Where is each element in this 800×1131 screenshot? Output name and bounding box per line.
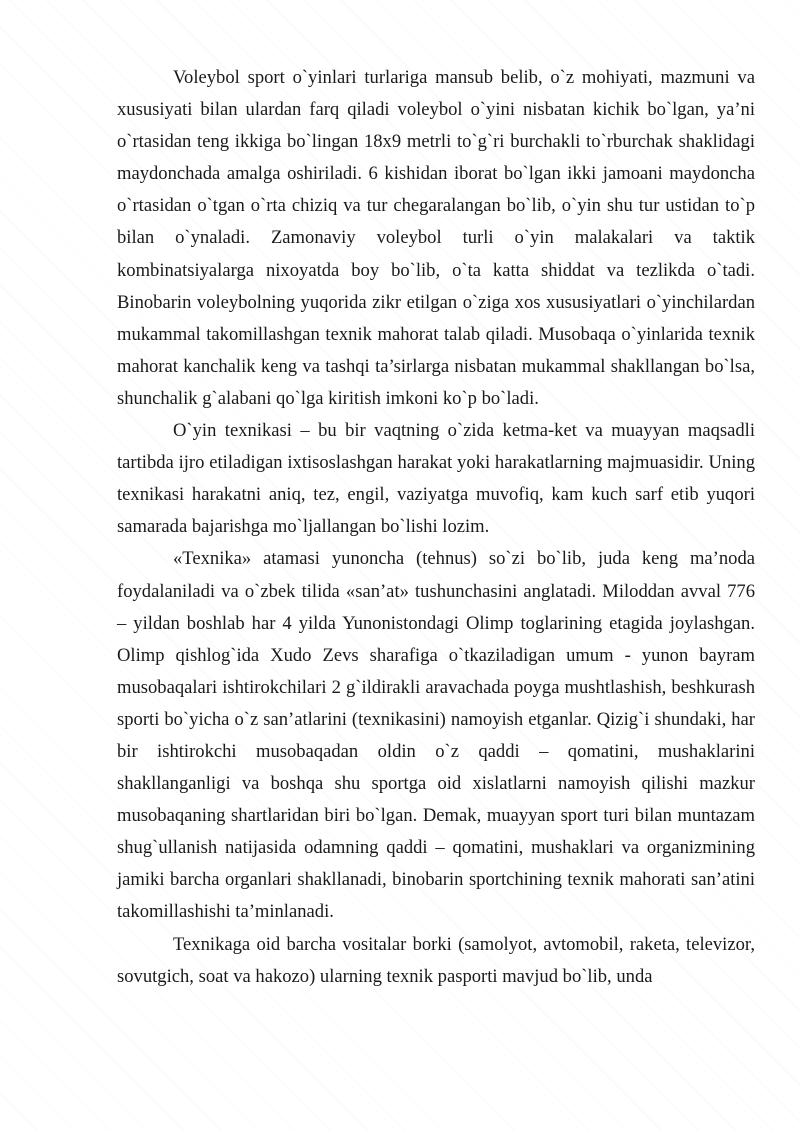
paragraph-technique-etymology: «Texnika» atamasi yunoncha (tehnus) so`zi bo`lib, juda keng ma’noda foydalaniladi va o`zbek tilida «san’at» tushunchasini anglatadi. Miloddan avval 776 – yildan boshlab har 4 yilda Yunonistondagi Olimp toglarining etagida joylashgan. Olimp qishlog`ida Xudo Zevs sharafiga o`tkaziladigan umum - yunon bayram musobaqalari ishtirokchilari 2 g`ildirakli aravachada poyga mushtlashish, beshkurash sporti bo`yicha o`z san’atlarini (texnikasini) namoyish etganlar. Qizig`i shundaki, har bir ishtirokchi musobaqadan oldin o`z qaddi – qomatini, mushaklarini shakllanganligi va boshqa shu sportga oid xislatlarni namoyish qilishi mazkur musobaqaning shartlaridan biri bo`lgan. Demak, muayyan sport turi bilan muntazam shug`ullanish natijasida odamning qaddi – qomatini, mushaklari va organizmining jamiki barcha organlari shakllanadi, binobarin sportchining texnik mahorati san’atini takomillashishi ta’minlanadi.	[117, 548, 755, 923]
paragraph-volleyball-intro: Voleybol sport o`yinlari turlariga mansub belib, o`z mohiyati, mazmuni va xususiyati bilan ulardan farq qiladi voleybol o`yini nisbatan kichik bo`lgan, ya’ni o`rtasidan teng ikkiga bo`lingan 18x9 metrli to`g`ri burchakli to`rburchak shaklidagi maydonchada amalga oshiriladi. 6 kishidan iborat bo`lgan ikki jamoani maydoncha o`rtasidan o`tgan o`rta chiziq va tur chegaralangan bo`lib, o`yin shu tur ustidan to`p bilan o`ynaladi. Zamonaviy voleybol turli o`yin malakalari va taktik kombinatsiyalarga nixoyatda boy bo`lib, o`ta katta shiddat va tezlikda o`tadi. Binobarin voleybolning yuqorida zikr etilgan o`ziga xos xususiyatlari o`yinchilardan mukammal takomillashgan texnik mahorat talab qiladi. Musobaqa o`yinlarida texnik mahorat kanchalik keng va tashqi ta’sirlarga nisbatan mukammal shakllangan bo`lsa, shunchalik g`alabani qo`lga kiritish imkoni ko`p bo`ladi.	[117, 67, 755, 409]
paragraph-game-technique: O`yin texnikasi – bu bir vaqtning o`zida ketma-ket va muayyan maqsadli tartibda ijro etiladigan ixtisoslashgan harakat yoki harakatlarning majmuasidir. Uning texnikasi harakatni aniq, tez, engil, vaziyatga muvofiq, kam kuch sarf etib yuqori samarada bajarishga mo`ljallangan bo`lishi lozim.	[117, 420, 755, 538]
paragraph-technical-means: Texnikaga oid barcha vositalar borki (samolyot, avtomobil, raketa, televizor, sovutgich, soat va hakozo) ularning texnik pasporti mavjud bo`lib, unda	[117, 933, 755, 987]
document-page	[117, 62, 755, 993]
